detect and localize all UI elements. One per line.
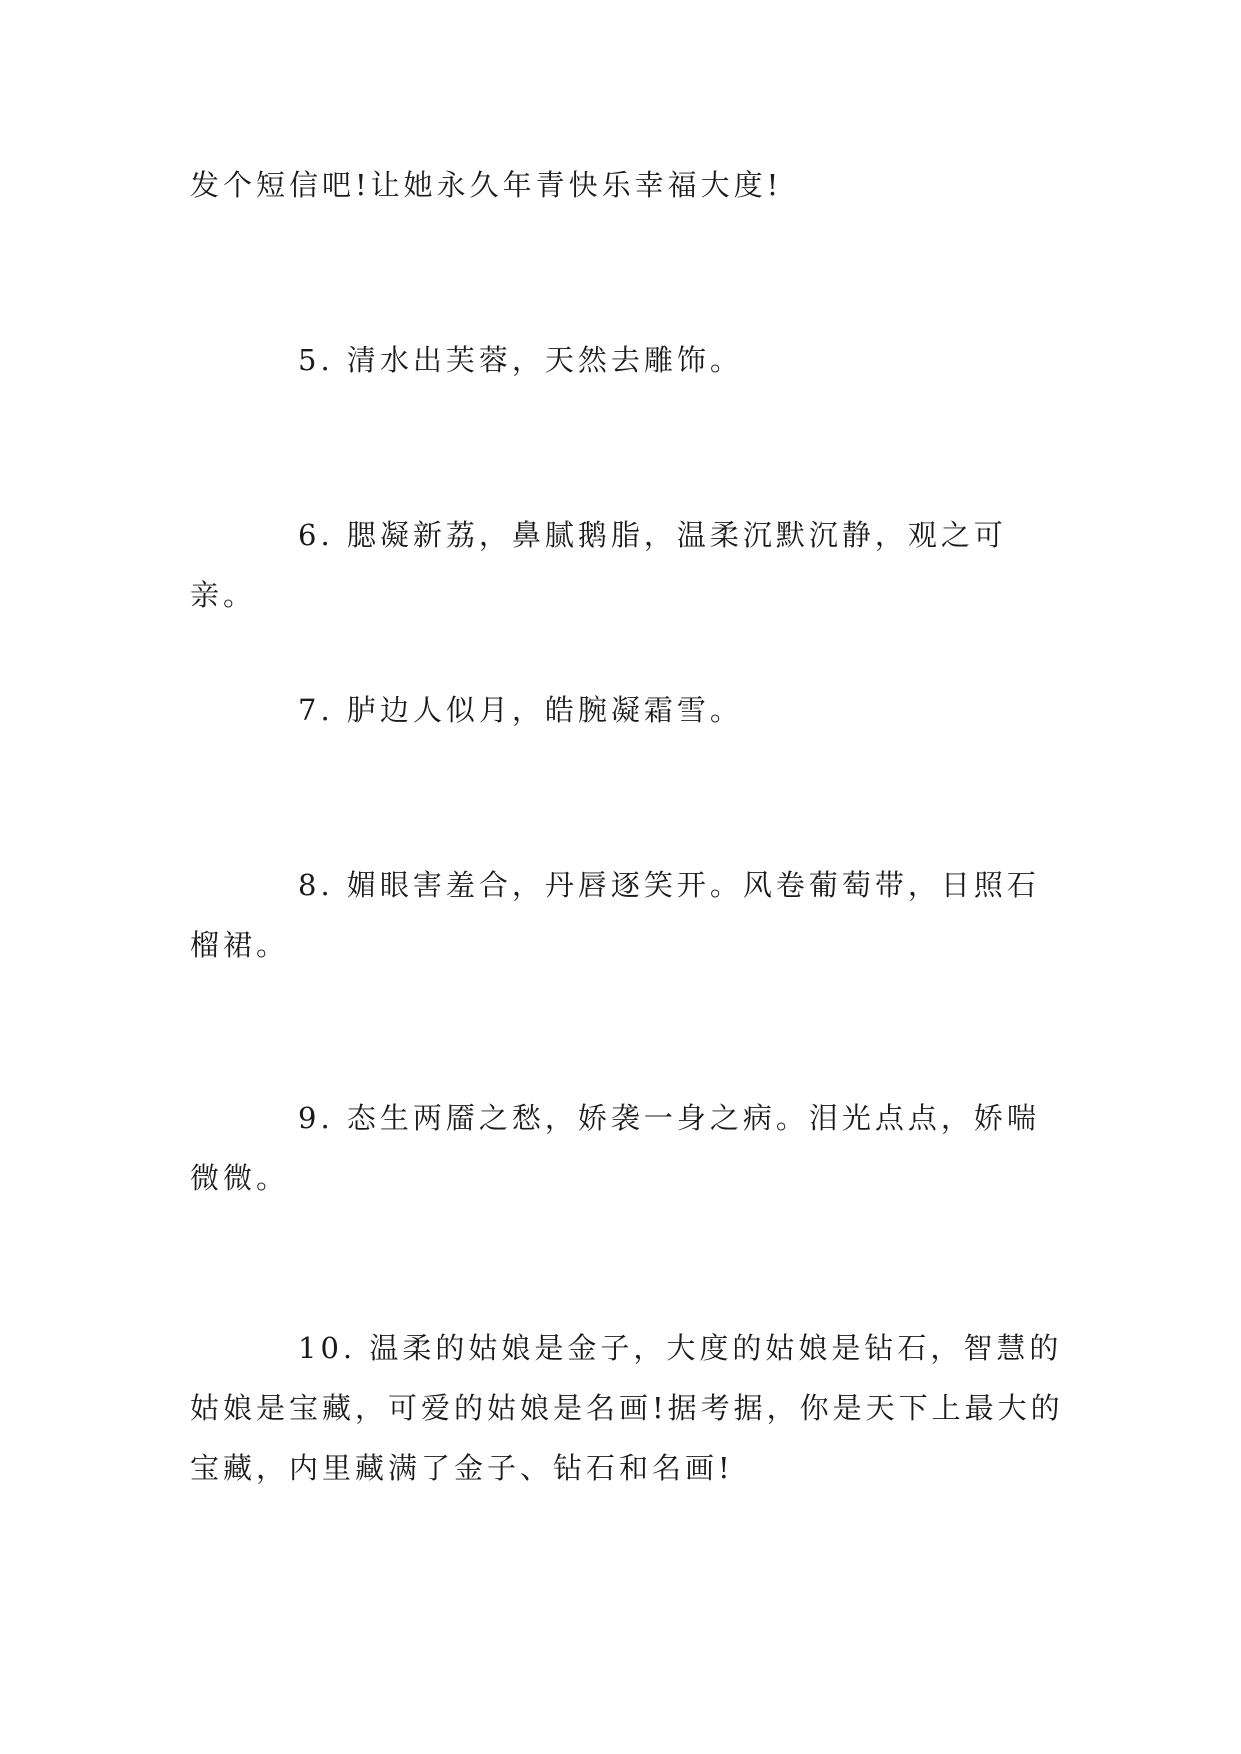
paragraph-item-6: 6. 腮凝新荔，鼻腻鹅脂，温柔沉默沉静，观之可亲。	[190, 518, 1007, 612]
paragraph-continuation: 发个短信吧!让她永久年青快乐幸福大度!	[190, 168, 783, 202]
paragraph-item-5: 5. 清水出芙蓉，天然去雕饰。	[298, 343, 743, 377]
paragraph-item-8: 8. 媚眼害羞合，丹唇逐笑开。风卷葡萄带，日照石榴裙。	[190, 868, 1040, 962]
paragraph-item-7: 7. 胪边人似月，皓腕凝霜雪。	[298, 693, 743, 727]
paragraph-item-9: 9. 态生两靥之愁，娇袭一身之病。泪光点点，娇喘微微。	[190, 1101, 1040, 1195]
paragraph-item-10: 10. 温柔的姑娘是金子，大度的姑娘是钻石，智慧的姑娘是宝藏，可爱的姑娘是名画!据考据，你是天下上最大的宝藏，内里藏满了金子、钻石和名画!	[190, 1331, 1064, 1485]
